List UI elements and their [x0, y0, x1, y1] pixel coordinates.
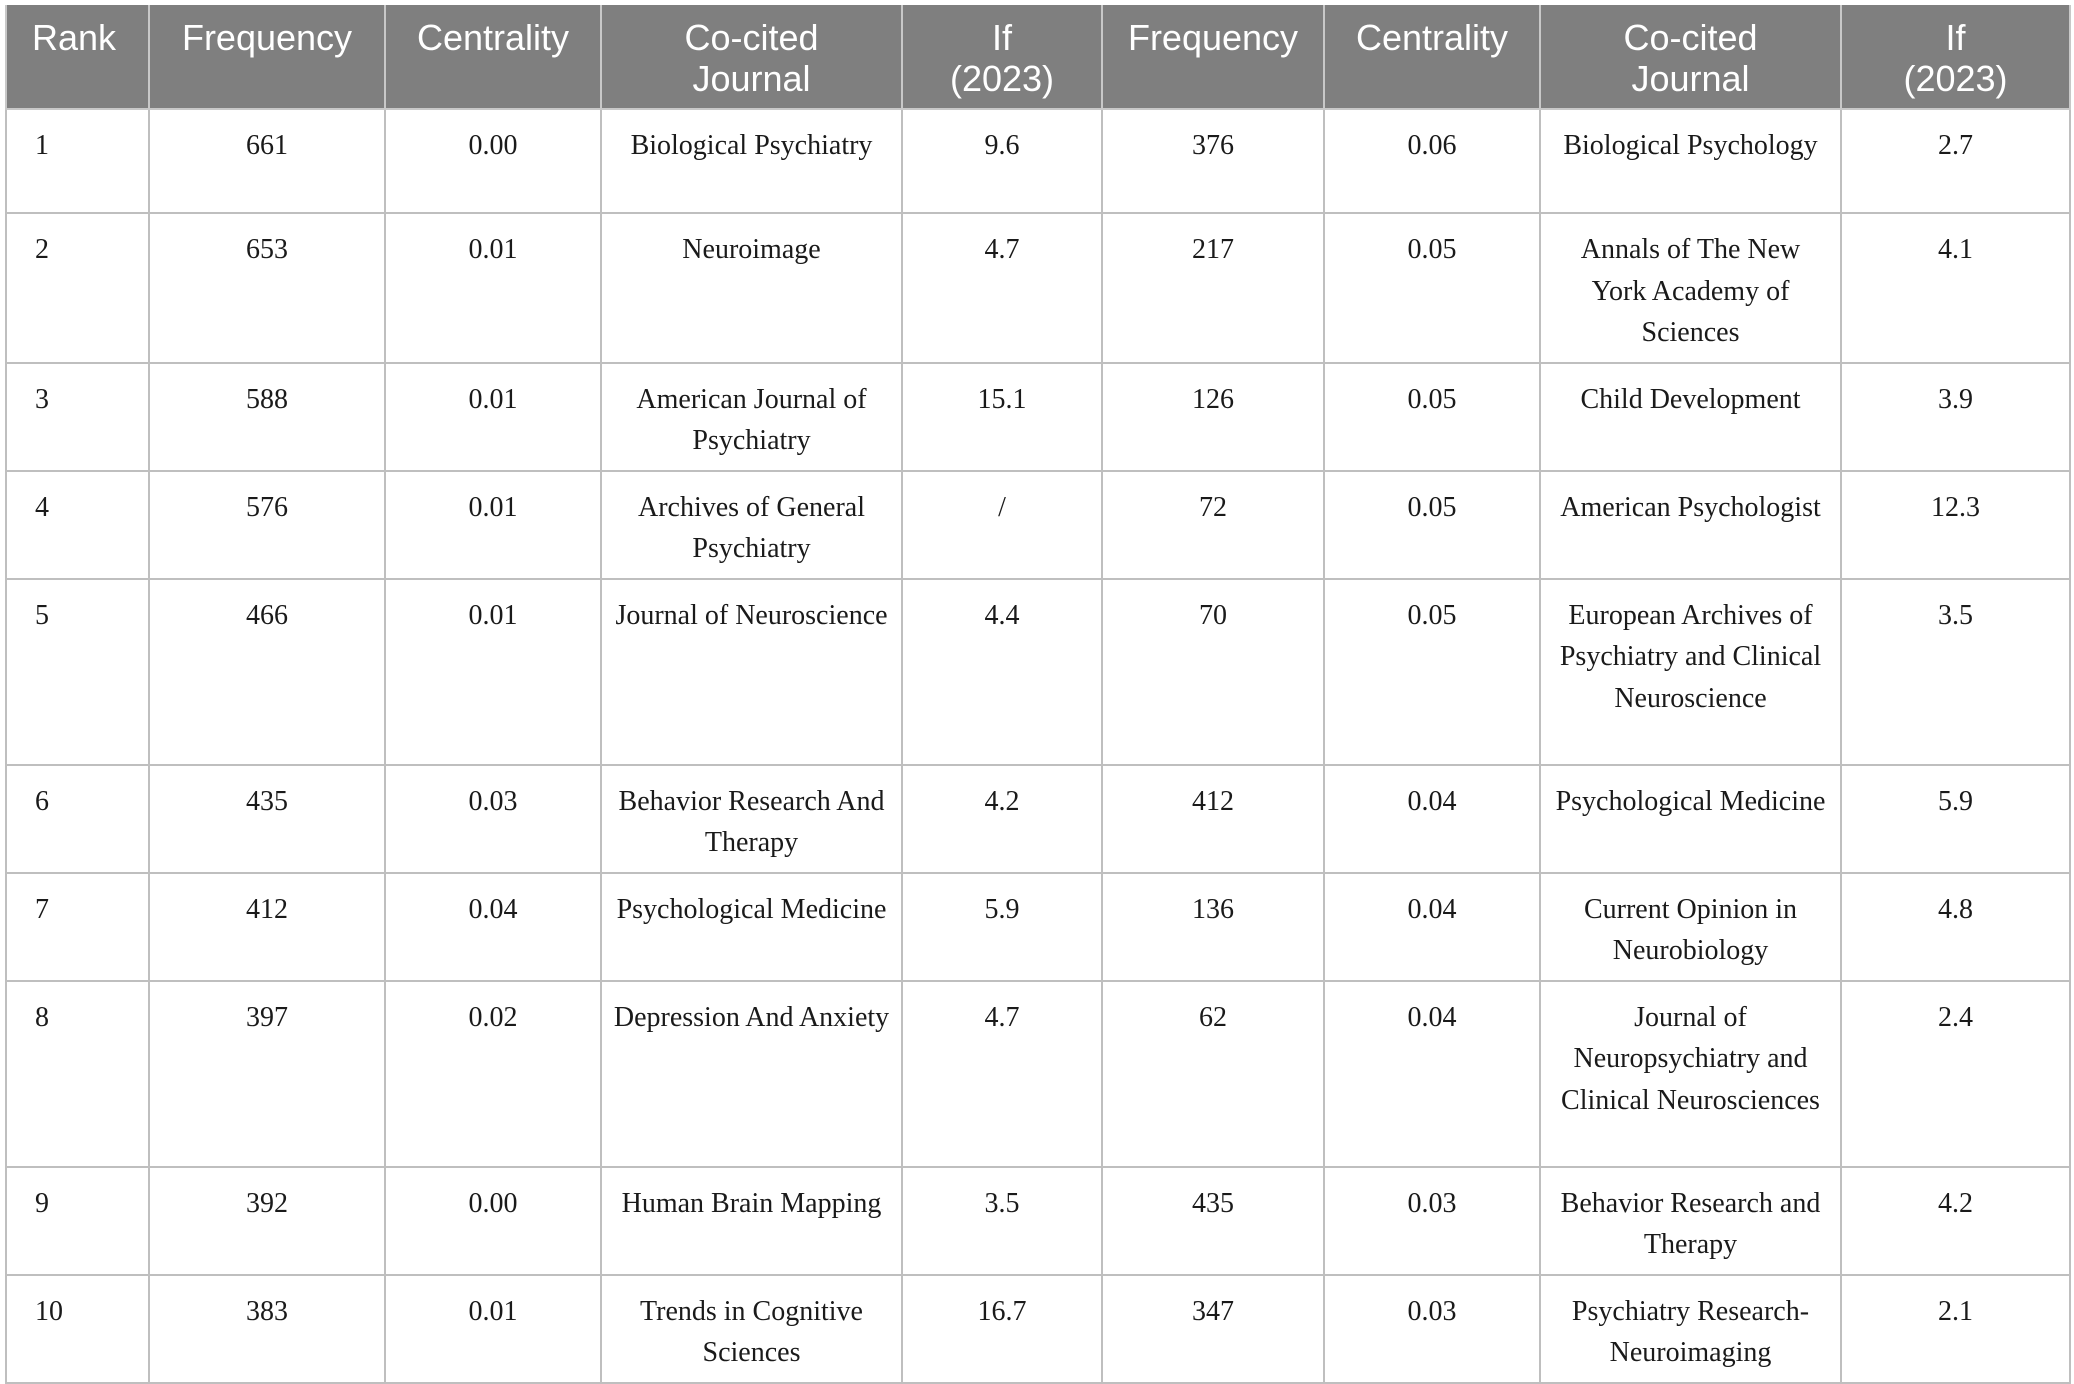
cell-journal-2: Psychological Medicine [1540, 765, 1841, 873]
cell-journal: Journal of Neuroscience [601, 579, 902, 765]
cell-centrality: 0.01 [385, 579, 601, 765]
cell-rank: 4 [6, 471, 149, 579]
table-row [6, 579, 2070, 765]
co-cited-journals-table [5, 5, 2071, 1384]
cell-impact-factor: 5.9 [902, 873, 1102, 981]
header-frequency: Frequency [149, 5, 385, 109]
cell-rank: 7 [6, 873, 149, 981]
cell-centrality-2: 0.05 [1324, 579, 1540, 765]
cell-rank: 8 [6, 981, 149, 1167]
cell-impact-factor: / [902, 471, 1102, 579]
cell-centrality: 0.04 [385, 873, 601, 981]
table-row [6, 1167, 2070, 1275]
header-centrality-2: Centrality [1324, 5, 1540, 109]
cell-journal-2: Journal of Neuropsychiatry and Clinical Neurosciences [1540, 981, 1841, 1167]
cell-rank: 2 [6, 213, 149, 363]
cell-centrality-2: 0.03 [1324, 1167, 1540, 1275]
cell-impact-factor-2: 4.2 [1841, 1167, 2070, 1275]
cell-centrality-2: 0.04 [1324, 765, 1540, 873]
cell-frequency-2: 62 [1102, 981, 1324, 1167]
cell-journal: Human Brain Mapping [601, 1167, 902, 1275]
cell-centrality: 0.01 [385, 213, 601, 363]
cell-rank: 10 [6, 1275, 149, 1383]
cell-impact-factor-2: 2.4 [1841, 981, 2070, 1167]
header-co-cited-journal: Co-cited Journal [601, 5, 902, 109]
cell-rank: 3 [6, 363, 149, 471]
cell-rank: 1 [6, 109, 149, 213]
cell-frequency: 576 [149, 471, 385, 579]
cell-frequency-2: 136 [1102, 873, 1324, 981]
cell-centrality: 0.03 [385, 765, 601, 873]
cell-impact-factor: 15.1 [902, 363, 1102, 471]
cell-journal-2: Annals of The New York Academy of Sciences [1540, 213, 1841, 363]
cell-journal-2: Psychiatry Research-Neuroimaging [1540, 1275, 1841, 1383]
header-co-cited-journal-2: Co-cited Journal [1540, 5, 1841, 109]
header-centrality: Centrality [385, 5, 601, 109]
cell-centrality: 0.02 [385, 981, 601, 1167]
table-row [6, 981, 2070, 1167]
table-row [6, 765, 2070, 873]
cell-frequency-2: 435 [1102, 1167, 1324, 1275]
cell-frequency: 435 [149, 765, 385, 873]
cell-impact-factor-2: 12.3 [1841, 471, 2070, 579]
cell-centrality: 0.00 [385, 1167, 601, 1275]
cell-journal: Trends in Cognitive Sciences [601, 1275, 902, 1383]
cell-journal-2: Behavior Research and Therapy [1540, 1167, 1841, 1275]
cell-frequency-2: 412 [1102, 765, 1324, 873]
cell-impact-factor: 9.6 [902, 109, 1102, 213]
header-impact-factor: If (2023) [902, 5, 1102, 109]
cell-centrality-2: 0.04 [1324, 873, 1540, 981]
cell-journal: Biological Psychiatry [601, 109, 902, 213]
header-row [6, 5, 2070, 109]
cell-impact-factor: 4.7 [902, 981, 1102, 1167]
table-body [6, 109, 2070, 1383]
journal-table-container [5, 5, 2069, 1384]
table-row [6, 363, 2070, 471]
cell-journal-2: Child Development [1540, 363, 1841, 471]
cell-impact-factor-2: 3.5 [1841, 579, 2070, 765]
cell-frequency: 412 [149, 873, 385, 981]
cell-frequency: 661 [149, 109, 385, 213]
cell-centrality: 0.01 [385, 363, 601, 471]
table-row [6, 873, 2070, 981]
cell-centrality-2: 0.05 [1324, 213, 1540, 363]
cell-journal: Behavior Research And Therapy [601, 765, 902, 873]
cell-journal: Psychological Medicine [601, 873, 902, 981]
cell-frequency: 653 [149, 213, 385, 363]
table-row [6, 213, 2070, 363]
cell-centrality-2: 0.06 [1324, 109, 1540, 213]
cell-centrality-2: 0.03 [1324, 1275, 1540, 1383]
cell-impact-factor: 4.2 [902, 765, 1102, 873]
cell-frequency: 383 [149, 1275, 385, 1383]
header-frequency-2: Frequency [1102, 5, 1324, 109]
cell-frequency-2: 72 [1102, 471, 1324, 579]
header-impact-factor-2: If (2023) [1841, 5, 2070, 109]
cell-impact-factor-2: 4.8 [1841, 873, 2070, 981]
cell-frequency: 397 [149, 981, 385, 1167]
header-rank: Rank [6, 5, 149, 109]
cell-impact-factor-2: 2.1 [1841, 1275, 2070, 1383]
cell-frequency-2: 126 [1102, 363, 1324, 471]
cell-journal: Neuroimage [601, 213, 902, 363]
cell-impact-factor-2: 4.1 [1841, 213, 2070, 363]
table-row [6, 109, 2070, 213]
cell-impact-factor: 4.7 [902, 213, 1102, 363]
cell-impact-factor: 16.7 [902, 1275, 1102, 1383]
cell-impact-factor: 4.4 [902, 579, 1102, 765]
table-row [6, 471, 2070, 579]
cell-frequency-2: 217 [1102, 213, 1324, 363]
cell-frequency-2: 376 [1102, 109, 1324, 213]
cell-centrality: 0.00 [385, 109, 601, 213]
cell-rank: 6 [6, 765, 149, 873]
cell-centrality-2: 0.04 [1324, 981, 1540, 1167]
cell-journal-2: Current Opinion in Neurobiology [1540, 873, 1841, 981]
cell-impact-factor: 3.5 [902, 1167, 1102, 1275]
cell-impact-factor-2: 2.7 [1841, 109, 2070, 213]
cell-centrality-2: 0.05 [1324, 363, 1540, 471]
cell-impact-factor-2: 5.9 [1841, 765, 2070, 873]
cell-centrality: 0.01 [385, 1275, 601, 1383]
cell-rank: 5 [6, 579, 149, 765]
cell-journal-2: European Archives of Psychiatry and Clinical Neuroscience [1540, 579, 1841, 765]
cell-frequency: 392 [149, 1167, 385, 1275]
cell-centrality-2: 0.05 [1324, 471, 1540, 579]
cell-centrality: 0.01 [385, 471, 601, 579]
cell-journal-2: Biological Psychology [1540, 109, 1841, 213]
cell-frequency: 588 [149, 363, 385, 471]
cell-rank: 9 [6, 1167, 149, 1275]
cell-frequency: 466 [149, 579, 385, 765]
cell-journal: Depression And Anxiety [601, 981, 902, 1167]
cell-impact-factor-2: 3.9 [1841, 363, 2070, 471]
table-row [6, 1275, 2070, 1383]
cell-journal-2: American Psychologist [1540, 471, 1841, 579]
cell-frequency-2: 70 [1102, 579, 1324, 765]
cell-frequency-2: 347 [1102, 1275, 1324, 1383]
cell-journal: Archives of General Psychiatry [601, 471, 902, 579]
cell-journal: American Journal of Psychiatry [601, 363, 902, 471]
